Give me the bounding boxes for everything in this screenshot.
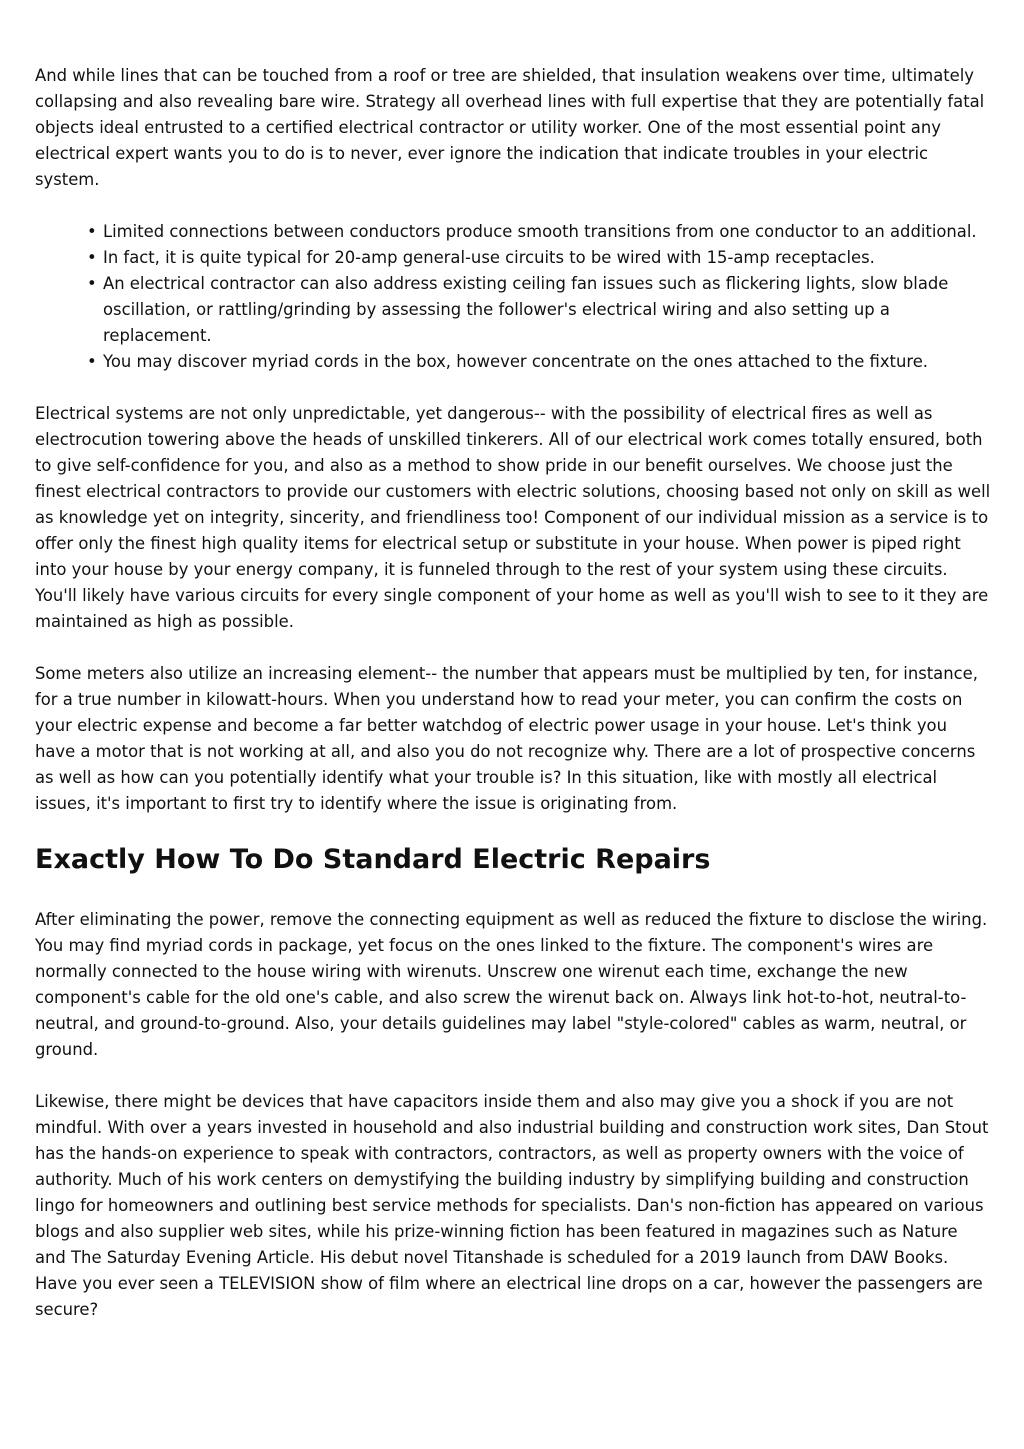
section-heading: Exactly How To Do Standard Electric Repairs bbox=[35, 844, 711, 875]
list-item: • An electrical contractor can also address existing ceiling fan issues such as flickering lights, slow blade oscillation, or rattling/grinding by assessing the follower's electrical wiring and also setting up a replacement. bbox=[103, 271, 991, 349]
intro-paragraph: And while lines that can be touched from a roof or tree are shielded, that insulation weakens over time, ultimately collapsing and also revealing bare wire. Strategy all overhead lines with full expertise that they are potentially fatal objects ideal entrusted to a certified electrical contractor or utility worker. One of the most essential point any electrical expert wants you to do is to never, ever ignore the indication that indicate troubles in your electric system. bbox=[35, 66, 985, 189]
list-item: • You may discover myriad cords in the box, however concentrate on the ones attached to the fixture. bbox=[103, 349, 991, 375]
body-paragraph: After eliminating the power, remove the connecting equipment as well as reduced the fixture to disclose the wiring. You may find myriad cords in package, yet focus on the ones linked to the fixture. The component's wires are normally connected to the house wiring with wirenuts. Unscrew one wirenut each time, exchange the new component's cable for the old one's cable, and also screw the wirenut back on. Always link hot-to-hot, neutral-to-neutral, and ground-to-ground. Also, your details guidelines may label "style-colored" cables as warm, neutral, or ground. bbox=[35, 910, 988, 1059]
bullet-list bbox=[35, 219, 991, 375]
body-paragraph: Some meters also utilize an increasing element-- the number that appears must be multiplied by ten, for instance, for a true number in kilowatt-hours. When you understand how to read your meter, you can confirm the costs on your electric expense and become a far better watchdog of electric power usage in your house. Let's think you have a motor that is not working at all, and also you do not recognize why. There are a lot of prospective concerns as well as how can you potentially identify what your trouble is? In this situation, like with mostly all electrical issues, it's important to first try to identify where the issue is originating from. bbox=[35, 664, 978, 813]
body-paragraph: Likewise, there might be devices that have capacitors inside them and also may give you a shock if you are not mindful. With over a years invested in household and also industrial building and construction work sites, Dan Stout has the hands-on experience to speak with contractors, contractors, as well as property owners with the voice of authority. Much of his work centers on demystifying the building industry by simplifying building and construction lingo for homeowners and outlining best service methods for specialists. Dan's non-fiction has appeared on various blogs and also supplier web sites, while his prize-winning fiction has been featured in magazines such as Nature and The Saturday Evening Article. His debut novel Titanshade is scheduled for a 2019 launch from DAW Books. Have you ever seen a TELEVISION show of film where an electrical line drops on a car, however the passengers are secure? bbox=[35, 1092, 989, 1319]
document-page bbox=[35, 63, 991, 1349]
body-paragraph: Electrical systems are not only unpredictable, yet dangerous-- with the possibility of electrical fires as well as electrocution towering above the heads of unskilled tinkerers. All of our electrical work comes totally ensured, both to give self-confidence for you, and also as a method to show pride in our benefit ourselves. We choose just the finest electrical contractors to provide our customers with electric solutions, choosing based not only on skill as well as knowledge yet on integrity, sincerity, and friendliness too! Component of our individual mission as a service is to offer only the finest high quality items for electrical setup or substitute in your house. When power is piped right into your house by your energy company, it is funneled through to the rest of your system using these circuits. You'll likely have various circuits for every single component of your home as well as you'll wish to see to it they are maintained as high as possible. bbox=[35, 404, 991, 631]
list-item: • Limited connections between conductors produce smooth transitions from one conductor to an additional. bbox=[103, 219, 991, 245]
list-item: • In fact, it is quite typical for 20-amp general-use circuits to be wired with 15-amp receptacles. bbox=[103, 245, 991, 271]
